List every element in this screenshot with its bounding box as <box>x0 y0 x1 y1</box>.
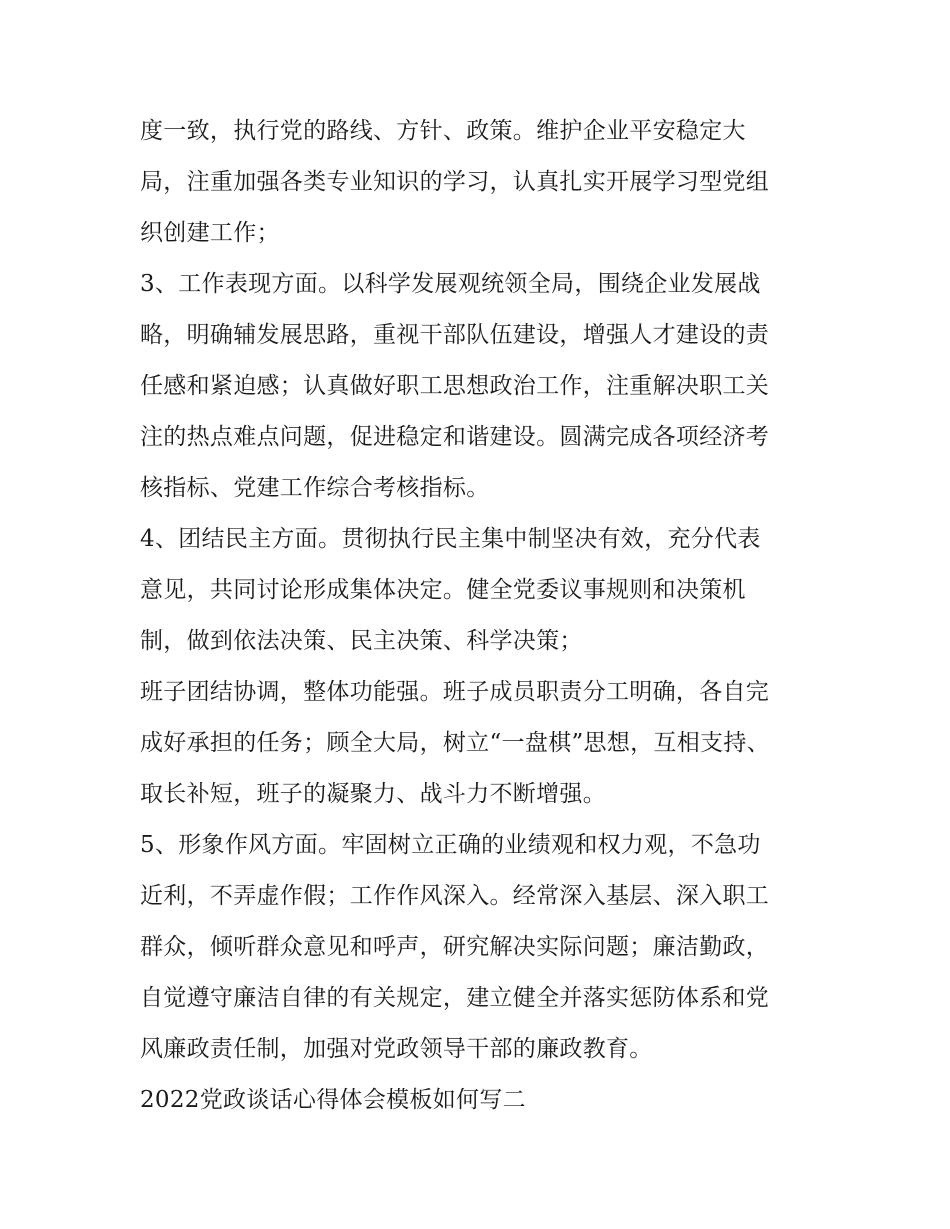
text-line: 制，做到依法决策、民主决策、科学决策； <box>140 628 583 654</box>
text-line: 略，明确辅发展思路，重视干部队伍建设，增强人才建设的责 <box>140 322 770 348</box>
text-line: 度一致，执行党的路线、方针、政策。维护企业平安稳定大 <box>140 118 746 144</box>
text-line: 班子团结协调，整体功能强。班子成员职责分工明确，各自完 <box>140 679 770 705</box>
section-3-heading-line: 3、工作表现方面。以科学发展观统领全局，围绕企业发展战 <box>140 271 761 297</box>
text-line: 自觉遵守廉洁自律的有关规定，建立健全并落实惩防体系和党 <box>140 985 770 1011</box>
document-body <box>140 106 820 1126</box>
section-4-heading-line: 4、团结民主方面。贯彻执行民主集中制坚决有效，充分代表 <box>140 526 761 552</box>
text-line: 任感和紧迫感；认真做好职工思想政治工作，注重解决职工关 <box>140 373 770 399</box>
text-line: 成好承担的任务；顾全大局，树立“一盘棋”思想，互相支持、 <box>140 730 770 756</box>
article-title-line: 2022党政谈话心得体会模板如何写二 <box>140 1087 526 1113</box>
text-line: 意见，共同讨论形成集体决定。健全党委议事规则和决策机 <box>140 577 746 603</box>
text-line: 取长补短，班子的凝聚力、战斗力不断增强。 <box>140 781 606 807</box>
text-line: 注的热点难点问题，促进稳定和谐建设。圆满完成各项经济考 <box>140 424 770 450</box>
text-line: 局，注重加强各类专业知识的学习，认真扎实开展学习型党组 <box>140 169 770 195</box>
text-line: 核指标、党建工作综合考核指标。 <box>140 475 490 501</box>
section-5-heading-line: 5、形象作风方面。牢固树立正确的业绩观和权力观，不急功 <box>140 832 761 858</box>
text-line: 近利，不弄虚作假；工作作风深入。经常深入基层、深入职工 <box>140 883 770 909</box>
text-line: 群众，倾听群众意见和呼声，研究解决实际问题；廉洁勤政， <box>140 934 770 960</box>
text-line: 织创建工作； <box>140 220 280 246</box>
text-line: 风廉政责任制，加强对党政领导干部的廉政教育。 <box>140 1036 653 1062</box>
